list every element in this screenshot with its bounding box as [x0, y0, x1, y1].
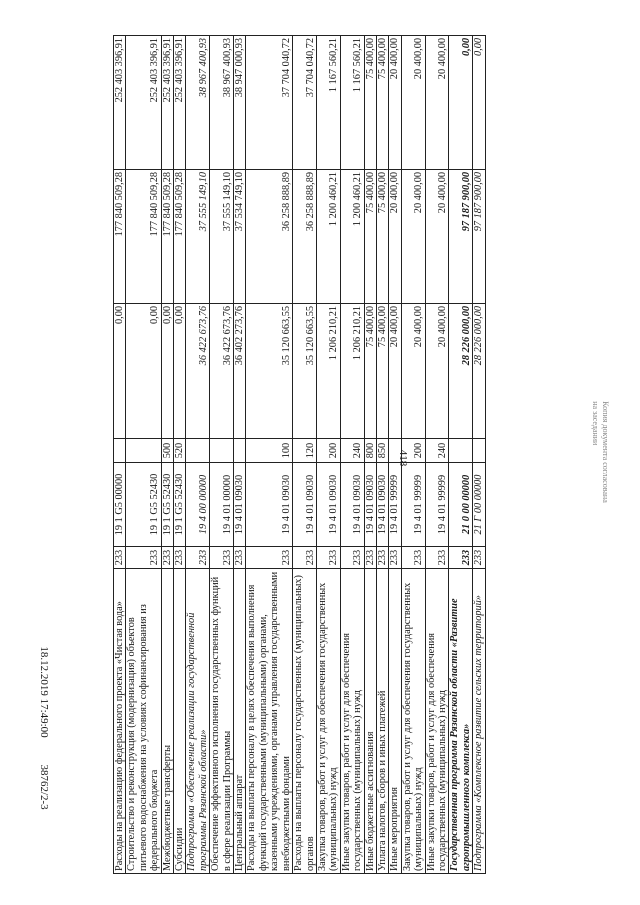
row-target-code: 19 1 G5 52430	[174, 463, 186, 547]
row-amount-2022: 75 400,00	[364, 36, 376, 170]
row-name: Закупка товаров, работ и услуг для обеспечения государственных (муниципальных) нужд	[401, 569, 425, 874]
row-code: 233	[246, 547, 293, 569]
row-name: Иные мероприятия	[389, 569, 401, 874]
row-code: 233	[376, 547, 388, 569]
row-target-code: 19 4 01 09030	[376, 463, 388, 547]
row-amount-2022: 0,00	[449, 36, 473, 170]
table-row	[473, 36, 485, 874]
row-target-code: 19 4 01 09030	[364, 463, 376, 547]
row-amount-2021: 1 200 460,21	[316, 170, 340, 304]
row-amount-2021: 1 200 460,21	[340, 170, 364, 304]
row-amount-2020: 28 226 000,00	[473, 304, 485, 439]
row-code: 233	[186, 547, 210, 569]
row-target-code: 19 4 01 99999	[401, 463, 425, 547]
row-code: 233	[114, 547, 126, 569]
row-expense-type: 800	[364, 439, 376, 463]
row-amount-2020: 28 226 000,00	[449, 304, 473, 439]
row-name: Государственная программа Рязанской области «Развитие агропромышленного комплекса»	[449, 569, 473, 874]
row-amount-2021: 75 400,00	[376, 170, 388, 304]
row-name: Центральный аппарат	[234, 569, 246, 874]
row-code: 233	[340, 547, 364, 569]
row-amount-2021: 97 187 900,00	[473, 170, 485, 304]
row-code: 233	[126, 547, 161, 569]
row-name: Иные закупки товаров, работ и услуг для обеспечения государственных (муниципальных) нужд	[425, 569, 449, 874]
row-amount-2021: 177 840 509,28	[126, 170, 161, 304]
row-expense-type: 100	[246, 439, 293, 463]
row-name: Субсидии	[174, 569, 186, 874]
row-expense-type	[114, 439, 126, 463]
row-target-code: 21 0 00 00000	[449, 463, 473, 547]
row-expense-type	[186, 439, 210, 463]
row-amount-2022: 75 400,00	[376, 36, 388, 170]
row-target-code: 21 Г 00 00000	[473, 463, 485, 547]
row-amount-2020: 35 120 663,55	[293, 304, 317, 439]
row-amount-2022: 38 947 000,93	[234, 36, 246, 170]
row-code: 233	[389, 547, 401, 569]
table-row	[210, 36, 234, 874]
row-name: Расходы на реализацию федерального проекта «Чистая вода»	[114, 569, 126, 874]
row-amount-2021: 37 534 749,10	[234, 170, 246, 304]
row-code: 233	[401, 547, 425, 569]
row-amount-2022: 38 967 400,93	[186, 36, 210, 170]
table-row	[316, 36, 340, 874]
row-expense-type	[473, 439, 485, 463]
row-target-code: 19 4 01 09030	[340, 463, 364, 547]
row-expense-type: 500	[161, 439, 173, 463]
row-code: 233	[174, 547, 186, 569]
row-name: Расходы на выплаты персоналу в целях обеспечения выполнения функций государственными (муниципальными) органами, казенными учреждениями, органами управления государственными внебюджетными фондами	[246, 569, 293, 874]
row-name: Обеспечение эффективного исполнения государственных функций в сфере реализации Программы	[210, 569, 234, 874]
row-name: Расходы на выплаты персоналу государственных (муниципальных) органов	[293, 569, 317, 874]
row-target-code: 19 4 01 99999	[425, 463, 449, 547]
row-target-code: 19 4 01 99999	[389, 463, 401, 547]
row-target-code: 19 4 01 09030	[234, 463, 246, 547]
stamp-line: на заседании	[591, 401, 600, 446]
row-amount-2020: 75 400,00	[364, 304, 376, 439]
row-amount-2022: 20 400,00	[389, 36, 401, 170]
row-amount-2022: 38 967 400,93	[210, 36, 234, 170]
row-expense-type: 120	[293, 439, 317, 463]
row-target-code: 19 4 01 09030	[246, 463, 293, 547]
row-target-code: 19 4 01 00000	[210, 463, 234, 547]
budget-table	[113, 35, 486, 874]
row-target-code: 19 4 00 00000	[186, 463, 210, 547]
table-row	[186, 36, 210, 874]
table-row	[401, 36, 425, 874]
row-code: 233	[210, 547, 234, 569]
row-amount-2022: 0,00	[473, 36, 485, 170]
row-expense-type	[389, 439, 401, 463]
row-amount-2020: 35 120 663,55	[246, 304, 293, 439]
row-amount-2020: 36 422 673,76	[186, 304, 210, 439]
row-amount-2022: 252 403 396,91	[174, 36, 186, 170]
row-amount-2020: 20 400,00	[401, 304, 425, 439]
row-amount-2022: 1 167 560,21	[316, 36, 340, 170]
table-row	[425, 36, 449, 874]
row-expense-type	[234, 439, 246, 463]
row-expense-type: 520	[174, 439, 186, 463]
row-expense-type: 200	[316, 439, 340, 463]
row-amount-2022: 20 400,00	[401, 36, 425, 170]
table-row	[234, 36, 246, 874]
row-amount-2021: 37 555 149,10	[210, 170, 234, 304]
row-name: Подпрограмма «Обеспечение реализации государственной программы Рязанской области»	[186, 569, 210, 874]
page-number: 418	[397, 449, 409, 467]
row-name: Строительство и реконструкция (модернизация) объектов питьевого водоснабжения на условиях софинансирования из федерального бюджета	[126, 569, 161, 874]
row-amount-2021: 37 555 149,10	[186, 170, 210, 304]
row-amount-2020: 20 400,00	[425, 304, 449, 439]
row-code: 233	[161, 547, 173, 569]
page-footer	[38, 646, 50, 833]
row-amount-2022: 252 403 396,91	[161, 36, 173, 170]
row-amount-2020: 75 400,00	[376, 304, 388, 439]
table-row	[449, 36, 473, 874]
row-amount-2021: 177 840 509,28	[114, 170, 126, 304]
row-code: 233	[234, 547, 246, 569]
row-amount-2021: 20 400,00	[425, 170, 449, 304]
table-row	[126, 36, 161, 874]
row-amount-2020: 20 400,00	[389, 304, 401, 439]
row-amount-2020: 1 206 210,21	[316, 304, 340, 439]
row-expense-type: 240	[340, 439, 364, 463]
row-amount-2020: 1 206 210,21	[340, 304, 364, 439]
row-amount-2020: 0,00	[174, 304, 186, 439]
footer-datetime: 18.12.2019 17:49:00	[38, 646, 50, 738]
row-name: Закупка товаров, работ и услуг для обеспечения государственных (муниципальных) нужд	[316, 569, 340, 874]
table-row	[364, 36, 376, 874]
row-amount-2020: 0,00	[161, 304, 173, 439]
row-target-code: 19 1 G5 52430	[161, 463, 173, 547]
row-expense-type	[210, 439, 234, 463]
row-code: 233	[449, 547, 473, 569]
stamp-line: Копия документа согласована	[601, 401, 610, 503]
row-amount-2020: 0,00	[126, 304, 161, 439]
row-code: 233	[473, 547, 485, 569]
table-row	[161, 36, 173, 874]
row-amount-2022: 1 167 560,21	[340, 36, 364, 170]
table-row	[376, 36, 388, 874]
row-amount-2021: 20 400,00	[401, 170, 425, 304]
row-code: 233	[364, 547, 376, 569]
table-row	[174, 36, 186, 874]
table-row	[389, 36, 401, 874]
row-code: 233	[316, 547, 340, 569]
row-name: Иные закупки товаров, работ и услуг для обеспечения государственных (муниципальных) нужд	[340, 569, 364, 874]
row-amount-2021: 97 187 900,00	[449, 170, 473, 304]
row-target-code: 19 4 01 09030	[293, 463, 317, 547]
row-name: Подпрограмма «Комплексное развитие сельских территорий»	[473, 569, 485, 874]
footer-doc-id: 38762/2-3	[38, 764, 50, 810]
row-expense-type	[449, 439, 473, 463]
row-code: 233	[293, 547, 317, 569]
row-amount-2020: 0,00	[114, 304, 126, 439]
row-amount-2021: 177 840 509,28	[161, 170, 173, 304]
approval-stamp	[590, 401, 610, 503]
row-amount-2021: 20 400,00	[389, 170, 401, 304]
row-amount-2022: 252 403 396,91	[126, 36, 161, 170]
row-expense-type: 240	[425, 439, 449, 463]
row-expense-type: 850	[376, 439, 388, 463]
row-amount-2020: 36 402 273,76	[234, 304, 246, 439]
row-expense-type	[126, 439, 161, 463]
row-target-code: 19 4 01 09030	[316, 463, 340, 547]
row-target-code: 19 1 G5 00000	[114, 463, 126, 547]
row-amount-2021: 177 840 509,28	[174, 170, 186, 304]
table-row	[293, 36, 317, 874]
row-amount-2022: 37 704 040,72	[246, 36, 293, 170]
row-name: Межбюджетные трансферты	[161, 569, 173, 874]
row-amount-2022: 37 704 040,72	[293, 36, 317, 170]
table-row	[340, 36, 364, 874]
row-target-code: 19 1 G5 52430	[126, 463, 161, 547]
row-expense-type: 200	[401, 439, 425, 463]
table-row	[114, 36, 126, 874]
row-code: 233	[425, 547, 449, 569]
row-amount-2021: 36 258 888,89	[293, 170, 317, 304]
row-amount-2020: 36 422 673,76	[210, 304, 234, 439]
table-row	[246, 36, 293, 874]
row-amount-2022: 20 400,00	[425, 36, 449, 170]
row-amount-2021: 36 258 888,89	[246, 170, 293, 304]
row-name: Уплата налогов, сборов и иных платежей	[376, 569, 388, 874]
row-name: Иные бюджетные ассигнования	[364, 569, 376, 874]
row-amount-2021: 75 400,00	[364, 170, 376, 304]
row-amount-2022: 252 403 396,91	[114, 36, 126, 170]
